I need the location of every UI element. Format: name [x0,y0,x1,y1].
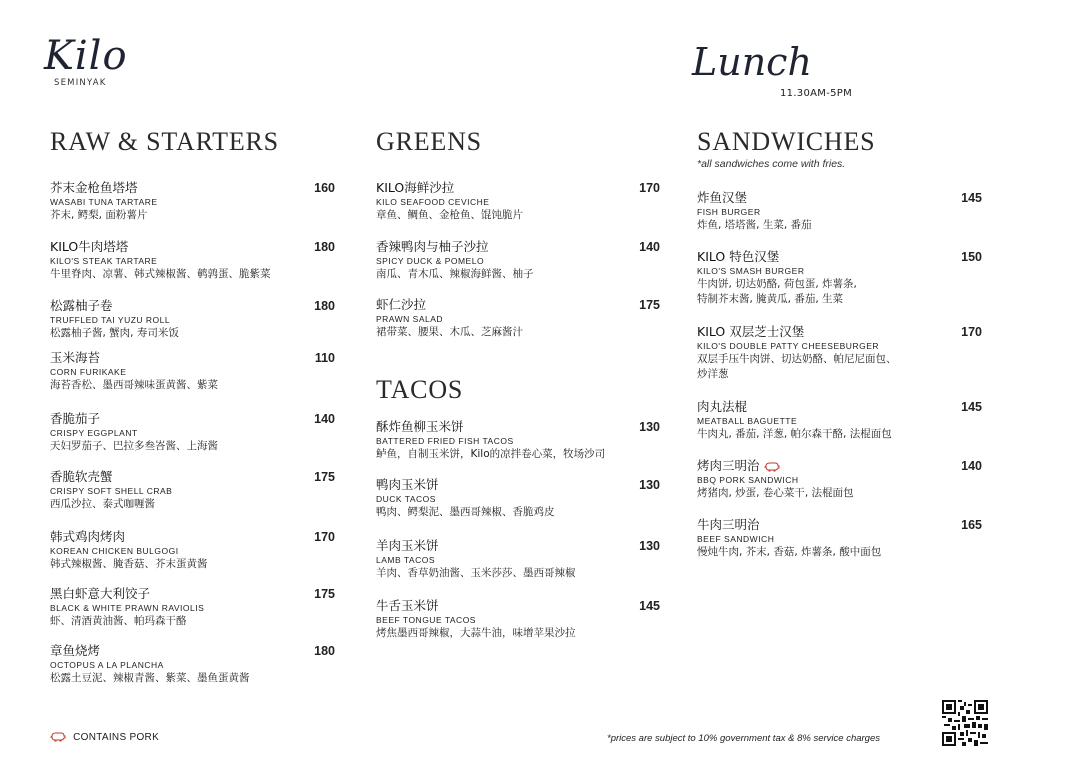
menu-item [50,586,335,629]
item-description-cont: 炒洋葱 [697,368,729,380]
item-name-zh: 鸭肉玉米饼 [376,477,439,492]
item-price: 180 [314,644,335,658]
item-description: 韩式辣椒酱、腌香菇、芥末蛋黄酱 [50,558,208,570]
item-name-en: BLACK & WHITE PRAWN RAVIOLIS [50,603,205,613]
item-description: 海苔香松、墨西哥辣味蛋黄酱、紫菜 [50,379,218,391]
menu-item [697,324,982,382]
item-description: 鲈鱼，自制玉米饼，Kilo的凉拌卷心菜，牧场沙司 [376,448,606,460]
item-name-en: KILO'S DOUBLE PATTY CHEESEBURGER [697,341,879,351]
menu-item [697,399,982,442]
pig-icon [50,732,66,742]
item-name-zh: 烤肉三明治 [697,458,760,473]
item-description: 烤猪肉, 炒蛋, 卷心菜干, 法棍面包 [697,487,854,499]
item-name-en: KILO'S SMASH BURGER [697,266,805,276]
item-price: 170 [314,530,335,544]
logo-location: SEMINYAK [54,78,107,88]
item-name-zh: 香脆茄子 [50,411,101,426]
item-name-en: BATTERED FRIED FISH TACOS [376,436,514,446]
item-description-cont: 特制芥末酱, 腌黄瓜, 番茄, 生菜 [697,293,844,305]
menu-item [50,350,335,393]
item-name-zh: 玉米海苔 [50,350,101,365]
item-name-zh: KILO 特色汉堡 [697,249,780,264]
menu-item [376,538,660,581]
item-description: 双层手压牛肉饼、切达奶酪、帕尼尼面包、 [697,353,897,365]
menu-item [697,458,982,501]
item-name-zh: 虾仁沙拉 [376,297,427,312]
item-price: 130 [639,539,660,553]
item-description: 虾、清酒黄油酱、帕玛森干酪 [50,615,187,627]
item-name-en: SPICY DUCK & POMELO [376,256,485,266]
item-price: 140 [314,412,335,426]
item-price: 165 [961,518,982,532]
item-name-en: CRISPY EGGPLANT [50,428,138,438]
item-name-en: KOREAN CHICKEN BULGOGI [50,546,179,556]
item-name-en: LAMB TACOS [376,555,436,565]
item-description: 羊肉、香草奶油酱、玉米莎莎、墨西哥辣椒 [376,567,576,579]
pork-legend [50,732,159,743]
item-name-en: PRAWN SALAD [376,314,444,324]
item-name-row [697,458,982,474]
item-name-zh: 黑白虾意大利饺子 [50,586,151,601]
item-name-zh: 肉丸法棍 [697,399,748,414]
section-greens [376,126,660,338]
item-description: 松露土豆泥、辣椒青酱、紫菜、墨鱼蛋黄酱 [50,672,250,684]
item-name-zh: 松露柚子卷 [50,298,113,313]
item-name-zh: 牛舌玉米饼 [376,598,439,613]
item-name-zh: 芥末金枪鱼塔塔 [50,180,138,195]
logo-wordmark: Kilo [44,33,128,79]
item-name-zh: 炸鱼汉堡 [697,190,748,205]
item-name-en: CRISPY SOFT SHELL CRAB [50,486,173,496]
menu-item [376,477,660,520]
item-name-en: KILO'S STEAK TARTARE [50,256,158,266]
item-price: 150 [961,250,982,264]
item-name-zh: 羊肉玉米饼 [376,538,439,553]
menu-item [50,469,335,512]
menu-item [697,190,982,233]
section-tacos [376,374,660,639]
menu-item [376,239,660,282]
menu-item [50,298,335,341]
menu-item [50,180,335,223]
section-title: GREENS [376,127,482,156]
item-name-en: WASABI TUNA TARTARE [50,197,158,207]
item-name-zh: KILO海鲜沙拉 [376,180,455,195]
item-name-zh: 韩式鸡肉烤肉 [50,529,126,544]
tax-note: *prices are subject to 10% government tax & 8% service charges [607,733,880,744]
section-raw-starters [50,126,335,684]
item-name-en: BEEF SANDWICH [697,534,775,544]
item-name-zh: KILO 双层芝士汉堡 [697,324,805,339]
item-description: 烤焦墨西哥辣椒，大蒜牛油，味增苹果沙拉 [376,627,576,639]
item-price: 160 [314,181,335,195]
item-price: 180 [314,299,335,313]
item-price: 140 [639,240,660,254]
menu-item [697,517,982,560]
item-price: 145 [961,400,982,414]
item-name-zh: 牛肉三明治 [697,517,760,532]
menu-item [50,411,335,454]
section-title: SANDWICHES [697,127,876,156]
qr-code-icon[interactable] [942,700,988,746]
menu-heading [692,40,853,99]
section-title: RAW & STARTERS [50,127,279,156]
item-price: 140 [961,459,982,473]
item-description: 炸鱼, 塔塔酱, 生菜, 番茄 [697,219,812,231]
item-name-zh: 香脆软壳蟹 [50,469,113,484]
item-price: 145 [961,191,982,205]
item-name-en: OCTOPUS A LA PLANCHA [50,660,164,670]
item-description: 牛肉丸, 番茄, 洋葱, 帕尔森干酪, 法棍面包 [697,428,892,440]
pig-icon [764,462,780,472]
item-description: 慢炖牛肉, 芥末, 香菇, 炸薯条, 酸中面包 [697,546,882,558]
menu-item [376,419,660,462]
menu-item [50,643,335,686]
menu-item [376,297,660,340]
item-price: 145 [639,599,660,613]
item-name-en: TRUFFLED TAI YUZU ROLL [50,315,171,325]
item-price: 170 [639,181,660,195]
item-price: 130 [639,478,660,492]
item-price: 175 [314,470,335,484]
item-name-en: DUCK TACOS [376,494,436,504]
item-description: 天妇罗茄子、巴拉多叁峇酱、上海酱 [50,440,218,452]
item-description: 鸭肉、鳄梨泥、墨西哥辣椒、香脆鸡皮 [376,506,555,518]
item-name-en: FISH BURGER [697,207,761,217]
item-price: 180 [314,240,335,254]
section-note: *all sandwiches come with fries. [697,158,846,170]
item-description: 裙带菜、腰果、木瓜、芝麻酱汁 [376,326,523,338]
section-sandwiches [697,126,982,558]
menu-item [376,180,660,223]
item-description: 章鱼、鲷鱼、金枪鱼、馄饨脆片 [376,209,523,221]
item-name-en: BEEF TONGUE TACOS [376,615,476,625]
item-name-en: CORN FURIKAKE [50,367,127,377]
pork-legend-label: CONTAINS PORK [73,732,160,743]
menu-title: Lunch [692,40,812,84]
item-description: 松露柚子酱, 蟹肉, 寿司米饭 [50,327,179,339]
kilo-logo [44,33,128,88]
menu-item [50,239,335,282]
menu-item [50,529,335,572]
item-name-en: BBQ PORK SANDWICH [697,475,799,485]
item-price: 130 [639,420,660,434]
item-name-en: KILO SEAFOOD CEVICHE [376,197,490,207]
item-name-zh: KILO牛肉塔塔 [50,239,129,254]
item-price: 175 [314,587,335,601]
item-description: 芥末, 鳄梨, 面粉薯片 [50,209,148,221]
item-price: 175 [639,298,660,312]
menu-hours: 11.30AM-5PM [780,88,853,99]
item-name-zh: 章鱼烧烤 [50,643,101,658]
item-description: 南瓜、青木瓜、辣椒海鲜酱、柚子 [376,268,534,280]
item-price: 170 [961,325,982,339]
item-description: 牛里脊肉、凉薯、韩式辣椒酱、鹌鹑蛋、脆紫菜 [50,268,271,280]
item-name-zh: 酥炸鱼柳玉米饼 [376,419,464,434]
item-price: 110 [314,351,335,365]
item-description: 西瓜沙拉、泰式咖喱酱 [50,498,155,510]
item-description: 牛肉饼, 切达奶酪, 荷包蛋, 炸薯条, [697,278,857,290]
item-name-zh: 香辣鸭肉与柚子沙拉 [376,239,489,254]
section-title: TACOS [376,375,464,404]
menu-item [697,249,982,307]
menu-item [376,598,660,641]
item-name-en: MEATBALL BAGUETTE [697,416,798,426]
